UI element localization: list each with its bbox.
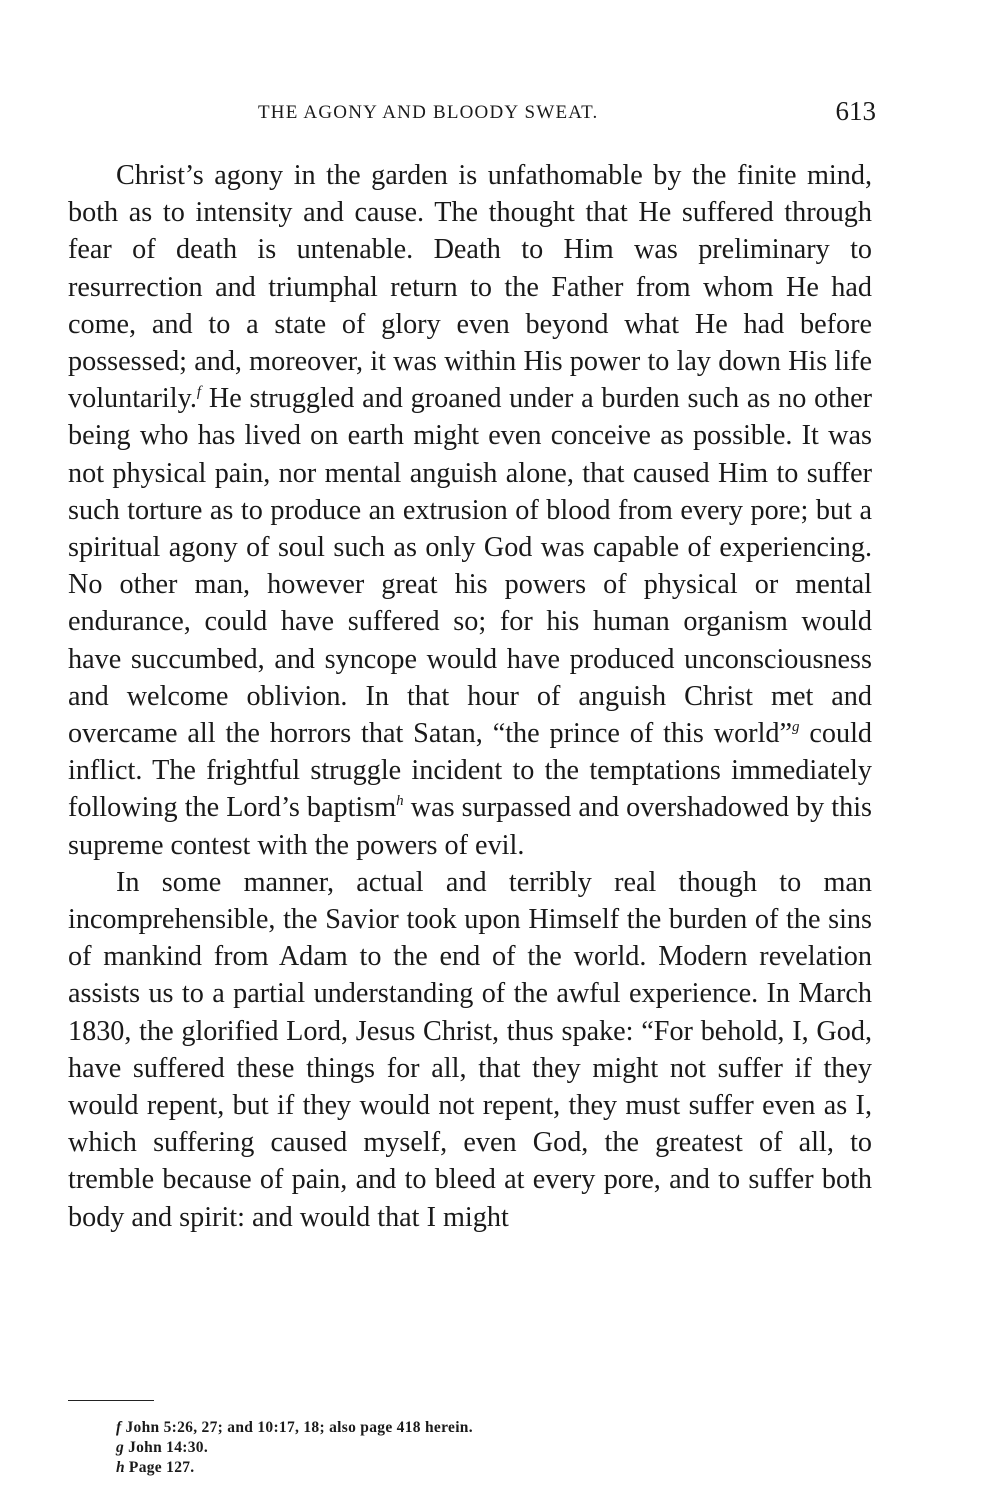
page-number: 613	[835, 96, 876, 126]
footnote-text: John 5:26, 27; and 10:17, 18; also page 418 herein.	[125, 1419, 473, 1436]
paragraph-1	[68, 157, 872, 864]
paragraph-1-text-a: Christ’s agony in the garden is unfathomable by the finite mind, both as to intensity and cause. The thought that He suffered through fear of death is untenable. Death to Him was preliminary to resurrection and triumphal return to the Father from whom He had come, and to a state of glory even beyond what He had before possessed; and, moreover, it was within His power to lay down His life voluntarily.	[68, 160, 872, 415]
footnotes	[116, 1418, 816, 1478]
footnote-g	[116, 1438, 816, 1458]
footnote-mark: h	[116, 1459, 125, 1476]
footnote-f	[116, 1418, 816, 1438]
footnote-mark: g	[116, 1439, 125, 1456]
paragraph-1-text-b: He struggled and groaned under a burden such as no other being who has lived on earth might even conceive as possible. It was not physical pain, nor mental anguish alone, that caused Him to suffer such torture as to produce an extrusion of blood from every pore; but a spiritual agony of soul such as only God was capable of experiencing. No other man, however great his powers of physical or mental endurance, could have suffered so; for his human organism would have succumbed, and syncope would have produced unconsciousness and welcome oblivion. In that hour of anguish Christ met and overcame all the horrors that Satan, “the prince of this world”	[68, 383, 872, 750]
footnote-ref-g[interactable]: g	[792, 719, 800, 736]
body-text	[68, 157, 872, 1236]
footnote-text: Page 127.	[128, 1459, 195, 1476]
footnote-text: John 14:30.	[128, 1439, 209, 1456]
running-header	[68, 96, 876, 130]
footnote-ref-h[interactable]: h	[396, 793, 404, 810]
footnote-mark: f	[116, 1419, 122, 1436]
running-title: THE AGONY AND BLOODY SWEAT.	[258, 102, 599, 123]
footnote-h	[116, 1458, 816, 1478]
footnote-divider	[68, 1400, 154, 1401]
paragraph-1-text-d: was surpassed and overshadowed by this supreme contest with the powers of evil.	[68, 792, 873, 861]
paragraph-1-text-c: could inflict. The frightful struggle incident to the temptations immediately following the Lord’s baptism	[68, 718, 873, 824]
paragraph-2: In some manner, actual and terribly real though to man incomprehensible, the Savior took upon Himself the burden of the sins of mankind from Adam to the end of the world. Modern revelation assists us to a partial understanding of the awful experience. In March 1830, the glorified Lord, Jesus Christ, thus spake: “For behold, I, God, have suffered these things for all, that they might not suffer if they would repent, but if they would not repent, they must suffer even as I, which suffering caused myself, even God, the greatest of all, to tremble because of pain, and to bleed at every pore, and to suffer both body and spirit: and would that I might	[68, 866, 872, 1233]
footnote-ref-f[interactable]: f	[196, 384, 202, 401]
